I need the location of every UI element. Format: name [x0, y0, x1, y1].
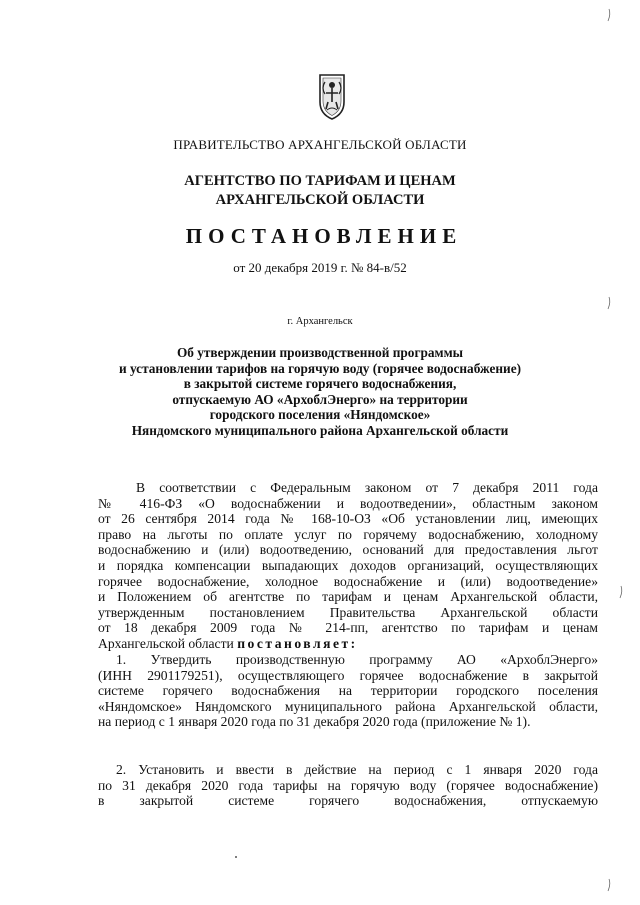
- document-type-title: ПОСТАНОВЛЕНИЕ: [185, 224, 463, 248]
- scan-mark: [233, 854, 239, 860]
- scan-mark: [606, 296, 612, 310]
- body-line: в закрытой системе горячего водоснабжения, отпускаемую: [98, 793, 598, 809]
- body-paragraph-intro: [98, 480, 598, 652]
- body-line: «Няндомское» Няндомского муниципального района Архангельской области,: [98, 698, 598, 714]
- subject-line: городского поселения «Няндомское»: [209, 407, 431, 423]
- body-line: на период с 1 января 2020 года по 31 декабря 2020 года (приложение № 1).: [98, 714, 531, 730]
- body-line: и Положением об агентстве по тарифам и ценам Архангельской области,: [98, 589, 598, 605]
- agency-heading-line: АГЕНТСТВО ПО ТАРИФАМ И ЦЕНАМ: [184, 173, 456, 189]
- agency-heading: [0, 172, 640, 210]
- body-line: № 416-ФЗ «О водоснабжении и водоотведении», областным законом: [98, 495, 598, 511]
- body-line: водоснабжению и (или) водоотведению, оснований для предоставления льгот: [98, 542, 598, 558]
- resolves-word: постановляет:: [237, 635, 358, 651]
- body-line: от 18 декабря 2009 года № 214-пп, агентство по тарифам и ценам: [98, 620, 598, 636]
- body-line: и порядка компенсации выпадающих доходов организаций, осуществляющих: [98, 557, 598, 573]
- subject-line: Няндомского муниципального района Архангельской области: [131, 422, 509, 438]
- body-line: В соответствии с Федеральным законом от 7 декабря 2011 года: [136, 480, 598, 495]
- decree-date-number: от 20 декабря 2019 г. № 84-в/52: [233, 260, 407, 275]
- body-line: 2. Установить и ввести в действие на период с 1 января 2020 года: [116, 762, 598, 777]
- body-paragraph-item-2: [98, 762, 598, 809]
- coat-of-arms-icon: [316, 72, 348, 122]
- city-name: г. Архангельск: [287, 316, 353, 327]
- agency-heading-line: АРХАНГЕЛЬСКОЙ ОБЛАСТИ: [215, 192, 425, 208]
- body-line: (ИНН 2901179251), осуществляющего горячее водоснабжение в закрытой: [98, 667, 598, 683]
- decree-subject: [0, 345, 640, 439]
- body-line: горячее водоснабжение, холодное водоснабжение и (или) водоотведение»: [98, 573, 598, 589]
- subject-line: отпускаемую АО «АрхоблЭнерго» на территории: [172, 391, 468, 407]
- body-line: 1. Утвердить производственную программу АО «АрхоблЭнерго»: [116, 652, 598, 667]
- body-line: по 31 декабря 2020 года тарифы на горячую воду (горячее водоснабжение): [98, 777, 598, 793]
- body-line: утвержденным постановлением Правительства Архангельской области: [98, 604, 598, 620]
- scan-mark: [606, 878, 612, 892]
- scan-mark: [618, 585, 624, 599]
- scan-mark: [606, 8, 612, 22]
- government-heading: ПРАВИТЕЛЬСТВО АРХАНГЕЛЬСКОЙ ОБЛАСТИ: [173, 137, 467, 152]
- body-line-text: Архангельской области: [98, 635, 238, 651]
- subject-line: в закрытой системе горячего водоснабжения,: [183, 376, 457, 392]
- body-line: системе горячего водоснабжения на территории городского поселения: [98, 683, 598, 699]
- subject-line: Об утверждении производственной программы: [176, 345, 464, 360]
- body-line: право на льготы по оплате услуг по горячему водоснабжению, холодному: [98, 526, 598, 542]
- subject-line: и установлении тарифов на горячую воду (горячее водоснабжение): [118, 360, 522, 376]
- body-paragraph-item-1: [98, 652, 598, 730]
- body-line: от 26 сентября 2014 года № 168-10-ОЗ «Об установлении лиц, имеющих: [98, 511, 598, 527]
- body-line: [98, 636, 598, 652]
